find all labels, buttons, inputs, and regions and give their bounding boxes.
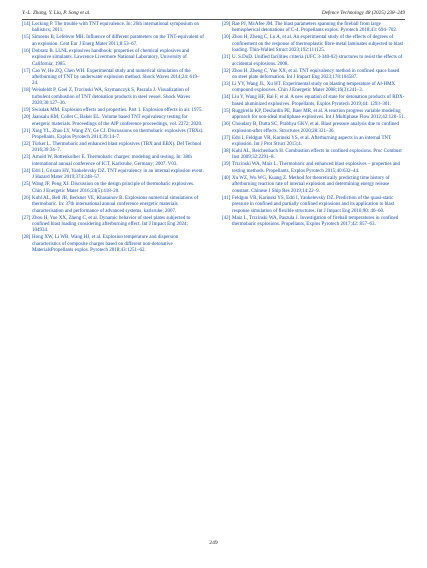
references-columns xyxy=(22,22,405,255)
reference-number[interactable]: [29] xyxy=(222,22,231,27)
reference-number[interactable]: [41] xyxy=(222,195,231,201)
reference-text[interactable]: Rae PJ, McAfee JM. The blast parameters spanning the fireball from large hemispherical detonations of C-4. Propellants explos. Pyrotech 2018;43: 694–702. xyxy=(232,22,398,34)
reference-item xyxy=(22,216,205,235)
reference-item xyxy=(22,35,205,48)
header-rule xyxy=(22,19,405,20)
reference-number[interactable]: [31] xyxy=(222,55,231,61)
reference-text[interactable]: Zhou H, Yue XX, Zheng C, et al. Dynamic behavior of steel plates subjected to confined blast loading considering afterburning effect. Int J Impact Eng 2024; 104934. xyxy=(32,215,191,234)
reference-number[interactable]: [23] xyxy=(22,155,31,161)
reference-item xyxy=(22,142,205,155)
reference-text[interactable]: Xu WZ, Wu WG, Kuang Z. Method for theoretically predicting time history of afterburning reaction rate of internal explosion and determining energy release constant. Chinese J Ship Res 2019;14:22–9. xyxy=(232,175,390,194)
reference-text[interactable]: Zhou H, Zheng C, Yue XX, et al. TNT equivalency method in confined space based on steel plate deformation. Int J Impact Eng 2023;178:104587. xyxy=(232,68,400,81)
reference-item xyxy=(222,82,405,95)
reference-item xyxy=(222,136,405,149)
reference-item xyxy=(222,162,405,175)
page-header xyxy=(22,10,405,18)
reference-number[interactable]: [33] xyxy=(222,82,231,88)
references-right-column xyxy=(222,22,405,255)
reference-item xyxy=(22,129,205,142)
reference-item xyxy=(22,22,205,35)
reference-item xyxy=(222,196,405,215)
reference-item xyxy=(22,196,205,215)
reference-number[interactable]: [38] xyxy=(222,149,231,155)
reference-item xyxy=(222,109,405,122)
reference-text[interactable]: Maiz L, Trzcinski WA, Paszula J. Investigation of fireball temperatures in confined thermobaric explosions. Propellants, Explos Pyrotech 2017;42: 857–63. xyxy=(232,215,399,227)
reference-number[interactable]: [32] xyxy=(222,68,231,74)
reference-number[interactable]: [18] xyxy=(22,88,31,94)
reference-number[interactable]: [28] xyxy=(22,235,31,241)
reference-text[interactable]: Zhou H, Zheng C, Lu A, et al. An experimental study of the effects of degrees of confinement on the response of thermoplastic fibre-metal laminates subjected to blast loading. Thin-Walled Struct 2023;192:111125. xyxy=(232,35,404,54)
reference-item xyxy=(222,216,405,229)
reference-number[interactable]: [19] xyxy=(22,108,31,114)
reference-number[interactable]: [35] xyxy=(222,108,231,114)
reference-item xyxy=(22,235,205,254)
reference-text[interactable]: Locking P. The trouble with TNT equivalence. In: 26th international symposium on ballistics; 2011. xyxy=(32,22,200,34)
reference-text[interactable]: Dobratz B. LLNL explosives handbook: properties of chemical explosives and explosive simulants. Lawrence Livermore National Laboratory, University of California; 1985. xyxy=(32,48,190,67)
reference-item xyxy=(222,176,405,195)
reference-number[interactable]: [42] xyxy=(222,215,231,221)
reference-number[interactable]: [40] xyxy=(222,175,231,181)
reference-item xyxy=(22,108,205,114)
reference-text[interactable]: Kuhl AL, Reichenbach H. Combustion effects in confined explosions. Proc Combust Inst 2009;32:2291–8. xyxy=(232,149,402,161)
reference-number[interactable]: [34] xyxy=(222,95,231,101)
reference-number[interactable]: [20] xyxy=(22,115,31,121)
reference-number[interactable]: [27] xyxy=(22,215,31,221)
running-journal-title: Defence Technology 48 (2025) 238–249 xyxy=(321,10,405,16)
reference-text[interactable]: Xing YL, Zhao LY, Wang ZY, Ge CJ. Discussions on thermobaric explosives (TBXs). Propellants, Explos Pyrotech 2014;39:14–7. xyxy=(32,128,204,141)
reference-number[interactable]: [36] xyxy=(222,122,231,128)
reference-text[interactable]: Türker L. Thermobaric and enhanced blast explosives (TBX and EBX). Def Technol 2016;39:34–7. xyxy=(32,142,202,154)
reference-number[interactable]: [26] xyxy=(22,195,31,201)
reference-text[interactable]: Edri I, Grisaro HY, Yankelevsky DZ. TNT equivalency in an internal explosion event. J Hazard Mater 2019;374:248–57. xyxy=(32,168,204,181)
running-authors: Y.-L. Zhang, Y. Liu, P. Song et al. xyxy=(22,10,91,16)
reference-item xyxy=(222,22,405,35)
reference-item xyxy=(22,169,205,182)
reference-number[interactable]: [15] xyxy=(22,35,31,41)
reference-text[interactable]: Wang JF, Peng XJ. Discussion on the design principle of thermobaric explosives. Chin J Energetic Mater 2016;24(5):418–20. xyxy=(32,182,195,194)
reference-number[interactable]: [37] xyxy=(222,135,231,141)
reference-text[interactable]: Trzcinski WA, Maiz L. Thermobaric and enhanced blast explosives – properties and testing methods. Propellants, Explos Pyrotech 2015;40:632–44. xyxy=(232,162,401,174)
reference-item xyxy=(22,182,205,195)
reference-text[interactable]: Arnold W, Rottenkolber E. Thermobaric charges: modeling and testing. In: 38th international annual conference of ICT, Karlsruhe, Germany; 2007. V03. xyxy=(32,155,192,167)
reference-number[interactable]: [22] xyxy=(22,142,31,148)
reference-item xyxy=(22,49,205,68)
reference-item xyxy=(22,69,205,88)
reference-text[interactable]: Cao W, He ZQ, Chen WH. Experimental study and numerical simulation of the afterburning of TNT by underwater explosion method. Shock Waves 2014;24: 619–24. xyxy=(32,68,200,87)
reference-text[interactable]: Swisdak MM. Explosion effects and properties. Part 1. Explosion effects in air. 1975. xyxy=(32,108,203,114)
reference-text[interactable]: Weisdeldt P, Goel Z, Trzcinski WA, Szymanczyk S, Paszula J. Visualization of turbulent combustion of TNT detonation products in steel vessel. Shock Waves 2020;30:127–36. xyxy=(32,88,191,107)
reference-text[interactable]: Liu Y, Wang HF, Bai F, et al. A new equation of state for detonation products of RDX-based aluminized explosives. Propellants, Explos Pyrotech 2019;44: 1293–301. xyxy=(232,95,405,107)
reference-item xyxy=(222,122,405,135)
reference-text[interactable]: Hong XW, Li WB, Wang HJ, et al. Explosion temperature and dispersion characteristics of composite charges based on different non-detonative MaterialsPropellants explos. Pyrotech 2018;43:1251–62. xyxy=(32,235,179,254)
reference-text[interactable]: Edri I, Feldgun VR, Karinski YS, et al. Afterburning aspects in an internal TNT explosion. Int J Prot Struct 2013;4. xyxy=(232,135,392,148)
reference-item xyxy=(22,115,205,128)
reference-item xyxy=(22,88,205,107)
references-left-column xyxy=(22,22,205,255)
reference-item xyxy=(222,55,405,68)
reference-text[interactable]: Simoens B, Lefebvre MH. Influence of different parameters on the TNT-equivalent of an explosion. Cent Eur J Energ Mater 2011;8:53–67. xyxy=(32,35,204,47)
reference-text[interactable]: U. S.DoD. Unified facilities criteria (UFC 3-340-02) structures to resist the effects of accidental explosions. 2008. xyxy=(232,55,403,67)
reference-number[interactable]: [25] xyxy=(22,182,31,188)
reference-item xyxy=(222,35,405,54)
reference-text[interactable]: Kuhl AL, Bell JB, Beckner VE, Khasainov B. Explosions numerical simulations of thermobaric. In: 37th international annual conference energetic materials characterisation and performance of advanced systems, karlsruhe; 2007. xyxy=(32,195,199,214)
page-number: 249 xyxy=(209,540,218,546)
references-list-left xyxy=(22,22,205,255)
reference-text[interactable]: Feldgun VR, Karinski YS, Edri I, Yankelevsky DZ. Prediction of the quasi-static pressure in confined and partially confined explosions and its application to blast response simulation of flexible structures. Int J Impact Eng 2016;90: 46–60. xyxy=(232,195,395,214)
reference-item xyxy=(222,95,405,108)
reference-number[interactable]: [21] xyxy=(22,128,31,134)
reference-text[interactable]: Ruggirello KP, DesJardin PE, Baer MR, et al. A reaction progress variable modeling approach for non-ideal multiphase explosives. Int J Multiphase Flow 2012;42:128–51. xyxy=(232,108,405,121)
references-list-right xyxy=(222,22,405,228)
reference-text[interactable]: Choudary B, Dutta SC, Prabhya GKV, et al. Blast pressure analysis due to confined explosion-after effects. Structures 2020;28:321–36. xyxy=(232,122,399,134)
reference-number[interactable]: [30] xyxy=(222,35,231,41)
reference-item xyxy=(222,69,405,82)
reference-number[interactable]: [17] xyxy=(22,68,31,74)
reference-text[interactable]: Li YY, Wang JL, Xu HT. Experimental study on blasting temperature of Al-HMX compound explosives. Chin J Energetic Mater 2008;16(3):241–3. xyxy=(232,82,396,94)
reference-number[interactable]: [14] xyxy=(22,22,31,27)
reference-text[interactable]: Jaansalu KM, Collet C, Baker EL. Volume based TNT equivalency testing for energetic materials. Proceedings of the AIP conference proceedings, vol. 2272; 2020. xyxy=(32,115,203,127)
reference-number[interactable]: [16] xyxy=(22,48,31,54)
reference-item xyxy=(22,155,205,168)
reference-item xyxy=(222,149,405,162)
reference-number[interactable]: [39] xyxy=(222,162,231,168)
reference-number[interactable]: [24] xyxy=(22,168,31,174)
